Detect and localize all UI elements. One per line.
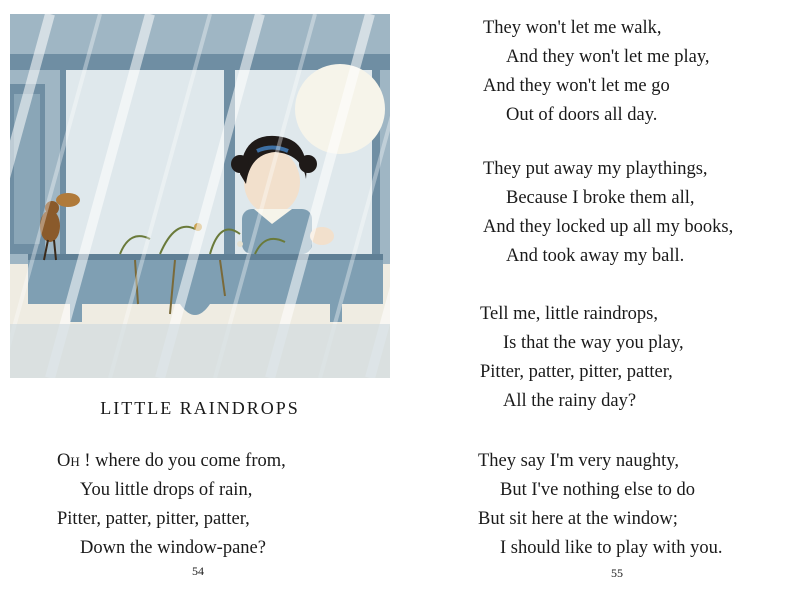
poem-title: LITTLE RAINDROPS — [100, 398, 300, 418]
stanza-line: They say I'm very naughty, — [478, 451, 679, 471]
stanza-line: Pitter, patter, pitter, patter, — [57, 509, 250, 529]
stanza-line — [57, 452, 286, 471]
stanza-line: They put away my playthings, — [483, 159, 708, 179]
page-number: 55 — [611, 566, 623, 580]
stanza-line: And took away my ball. — [506, 246, 685, 266]
stanza-line: All the rainy day? — [503, 391, 637, 411]
stanza-line: I should like to play with you. — [500, 538, 723, 558]
left-page — [0, 0, 400, 591]
stanza-line: And they locked up all my books, — [483, 217, 734, 237]
illustration-svg — [10, 14, 390, 378]
girl-at-rainy-window-illustration — [10, 14, 390, 378]
stanza-line: You little drops of rain, — [80, 480, 253, 500]
stanza-line: Down the window-pane? — [80, 538, 266, 558]
stanza-line: And they won't let me play, — [506, 47, 710, 67]
page-number: 54 — [192, 564, 204, 578]
stanza-line: Because I broke them all, — [506, 188, 695, 208]
stanza-line: Tell me, little raindrops, — [480, 304, 659, 324]
stanza-line: But sit here at the window; — [478, 509, 678, 529]
stanza-line: Pitter, patter, pitter, patter, — [480, 362, 673, 382]
stanza-line: And they won't let me go — [483, 76, 670, 96]
right-page — [400, 0, 803, 591]
stanza-line: Out of doors all day. — [506, 105, 658, 125]
stanza-line: Is that the way you play, — [503, 333, 684, 353]
first-line-rest: ! where do you come from, — [84, 451, 286, 471]
first-word: Oh — [57, 451, 80, 471]
stanza-line: But I've nothing else to do — [500, 480, 695, 500]
stanza-line: They won't let me walk, — [483, 18, 662, 38]
